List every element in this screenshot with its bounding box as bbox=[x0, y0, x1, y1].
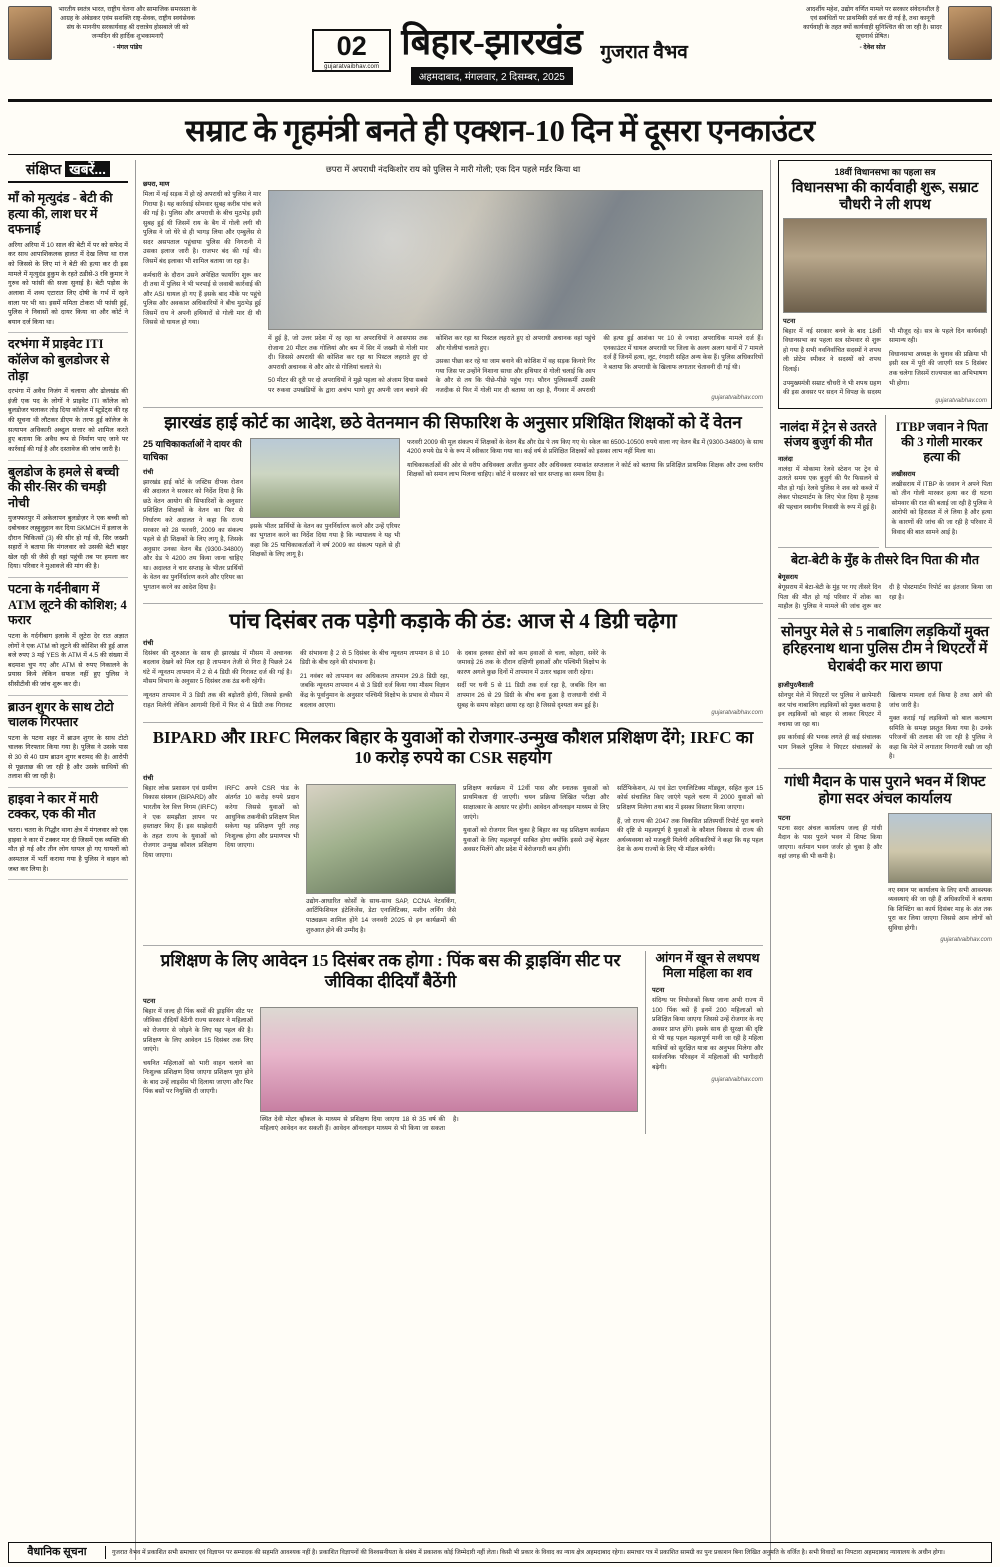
paragraph: पटना सदर अंचल कार्यालय जल्द ही गांधी मैदान के पास पुराने भवन में शिफ्ट किया जाएगा। वर्तमान भवन जर्जर हो चुका है और वहां जगह की भी कमी है। bbox=[778, 824, 882, 861]
brief-title: दरभंगा में प्राइवेट ITI कॉलेज को बुलडोजर से तोड़ा bbox=[8, 337, 110, 383]
article-body bbox=[250, 522, 400, 560]
paragraph: IRFC अपने CSR फंड के अंतर्गत 10 करोड़ रुपये प्रदान करेगा जिससे युवाओं को आधुनिक तकनीकी प्रशिक्षण मिल सकेगा यह प्रशिक्षण पूरी तरह निःशुल्क होगा और प्रमाणपत्र भी दिया जाएगा। bbox=[225, 784, 299, 850]
list-item[interactable] bbox=[8, 696, 128, 788]
dateline: रांची bbox=[143, 468, 154, 476]
article-headline: BIPARD और IRFC मिलकर बिहार के युवाओं को रोजगार-उन्मुख कौशल प्रशिक्षण देंगे; IRFC का 10 करोड़ रुपये का CSR सहयोग bbox=[152, 728, 754, 768]
masthead-website: gujaratvaibhav.com bbox=[324, 64, 380, 70]
paragraph: संदिग्ध पर नियोजकों किया जाना अभी राज्य में 100 पिंक बसें हैं इनमें 200 महिलाओं को प्रशिक्षित किया जाएगा जिससे उन्हें रोजगार के नए अवसर प्राप्त होंगे। इसके साथ ही सुरक्षा की दृष्टि से भी यह पहल महत्वपूर्ण मानी जा रही है महिला यात्रियों को सुरक्षित यात्रा का अनुभव मिलेगा और सार्वजनिक परिवहन में महिलाओं की भागीदारी बढ़ेगी। bbox=[652, 997, 763, 1072]
assembly-kicker: 18वीं विधानसभा का पहला सत्र bbox=[834, 167, 936, 177]
paragraph: युवाओं को रोजगार मिल चुका है बिहार का यह प्रशिक्षण कार्यक्रम युवाओं के लिए महत्वपूर्ण साबित होगा क्योंकि इससे उन्हें बेहतर अवसर मिलेंगे और प्रदेश में बेरोजगारी कम होगी। bbox=[463, 827, 609, 854]
dateline: पटना bbox=[783, 317, 796, 325]
dateline: पटना bbox=[143, 997, 156, 1005]
paragraph: फरवरी 2009 की मूल संकल्प में शिक्षकों के वेतन बैंड और ग्रेड पे तय किए गए थे। स्केल का 6500-10500 रुपये वाला नए वेतन बैंड में (9300-34800) के साथ 4200 रुपये ग्रेड पे के रूप में स्वीकार किया गया था। कई वर्ष से प्रशिक्षित शिक्षकों को इसका लाभ नहीं मिला था। bbox=[407, 438, 763, 456]
article-body bbox=[463, 784, 763, 939]
content-grid bbox=[8, 160, 992, 1560]
lead-headline: सम्राट के गृहमंत्री बनते ही एक्शन-10 दिन में दूसरा एनकाउंटर bbox=[8, 102, 992, 155]
pink-bus-photo bbox=[260, 1007, 638, 1112]
paragraph: झारखंड हाई कोर्ट के जस्टिस दीपक रोशन की अदालत ने सरकार को निर्देश दिया है कि छठे वेतन आयोग की सिफारिशों के अनुसार प्रशिक्षित शिक्षकों के वेतन का फिर से निर्धारण करे अदालत ने कहा कि राज्य सरकार को 28 फरवरी, 2009 का संकल्प पहले से ही शिक्षकों के लिए लागू है, जिसके अनुसार उनका वेतन बैंड (9300-34800) और ग्रेड पे 4200 तय किया जाना चाहिए था। अदालत ने चार सप्ताह के भीतर प्रार्थियों के वेतन का पुनर्निर्धारण करने और एरियर का भुगतान करने का आदेश दिया है। bbox=[143, 478, 243, 591]
article-child-death bbox=[778, 548, 992, 619]
dateline: नालंदा bbox=[778, 455, 793, 463]
article-headline: आंगन में खून से लथपथ मिला महिला का शव bbox=[655, 951, 760, 981]
article-body bbox=[778, 824, 882, 862]
paragraph: बेगूसराय में बेटा-बेटी के मुंह पर गए तीसरे दिन पिता की मौत हो गई परिवार में शोक का माहौल है। पुलिस ने मामले की जांच शुरू कर दी है पोस्टमार्टम रिपोर्ट का इंतजार किया जा रहा है। bbox=[778, 584, 992, 611]
article-headline: प्रशिक्षण के लिए आवेदन 15 दिसंबर तक होगा : पिंक बस की ड्राइविंग सीट पर जीविका दीदियाँ बैठेंगी bbox=[160, 951, 621, 991]
article-body bbox=[260, 1115, 638, 1134]
paragraph: कर्मचारी के दौरान उसने अपेक्षित फायरिंग शुरू कर दी तथा में पुलिस ने भी भरपाई से जवाबी कार्रवाई की और ASI घायल हो गए हैं इसके बाद मौके पर पहुंचे पुलिस और अवकाश अधिकारियों ने बीच मुठभेड़ हुई जिसमें राय ने अपनी हथियारों से गोली मार दी थी जिससे वो घायल हो गया। bbox=[143, 271, 261, 327]
article-body bbox=[892, 480, 993, 537]
masthead-edition: अहमदाबाद, मंगलवार, 2 दिसम्बर, 2025 bbox=[411, 67, 573, 85]
article-body bbox=[778, 691, 992, 762]
article-pink-bus bbox=[143, 946, 763, 1140]
article-itbp bbox=[885, 415, 993, 548]
article-body bbox=[778, 583, 992, 612]
article-body bbox=[306, 897, 456, 935]
masthead-left-person: - मंगल पांडेय bbox=[113, 43, 142, 51]
paragraph: इसके भीतर प्रार्थियों के वेतन का पुनर्निर्धारण करने और उन्हें एरियर का भुगतान करने का निर्देश दिया गया है कि न्यायालय ने यह भी कहा कि 25 याचिकाकर्ताओं ने वर्ष 2009 का संकल्प पहले से ही शिक्षकों के लिए लागू है। bbox=[250, 522, 400, 559]
paragraph: इस कार्रवाई की भनक लगते ही कई संचालक भाग निकले पुलिस ने थिएटर संचालकों के खिलाफ मामला दर्ज किया है तथा आगे की जांच जारी है। bbox=[778, 691, 992, 751]
article-body bbox=[143, 1007, 253, 1134]
list-item[interactable] bbox=[8, 578, 128, 696]
right-column bbox=[770, 160, 992, 1560]
dateline: पटना bbox=[652, 987, 665, 995]
dateline: छपरा, माण bbox=[143, 181, 170, 188]
portrait-right bbox=[948, 6, 992, 60]
page-number-box bbox=[312, 29, 391, 72]
article-headline: विधानसभा की कार्यवाही शुरू, सम्राट चौधरी ने ली शपथ bbox=[791, 180, 979, 214]
brief-title: बुलडोज के हमले से बच्ची की सीर-सिर की चमड़ी नोची bbox=[8, 464, 119, 510]
masthead-right-text: आदर्शीय महेश, उद्योग वर्णित मामले पर सरकार संवेदनशील है एवं सबंधितों पर प्राथमिकी दर्ज कर दी गई है, तथा कानूनी कार्यवाही के तहत क्यों कार्यवाही सुनिश्चित की जा रही है। सादर सूचनार्थ प्रेषित। bbox=[803, 6, 942, 40]
article-sonpur bbox=[778, 619, 992, 769]
right-two-up bbox=[778, 415, 992, 548]
article-blood-story bbox=[645, 951, 763, 1134]
paragraph: नए स्थान पर कार्यालय के लिए सभी आवश्यक व्यवस्थाएं की जा रही हैं अधिकारियों ने बताया कि शिफ्टिंग का कार्य दिसंबर माह के अंत तक पूरा कर लिया जाएगा जिससे आम लोगों को सुविधा होगी। bbox=[888, 886, 992, 932]
site-credit: gujaratvaibhav.com bbox=[711, 710, 763, 717]
legal-notice bbox=[8, 1542, 992, 1563]
article-headline: झारखंड हाई कोर्ट का आदेश, छठे वेतनमान की सिफारिश के अनुसार प्रशिक्षित शिक्षकों को दें वेतन bbox=[164, 413, 742, 433]
article-body bbox=[143, 784, 299, 939]
paragraph: उसका पीछा कर रहे था जाम बनाने की कोशिश में वह सड़क किनारे गिर गया जिस पर उन्होंने निशाना साधा और हथियार से गोली चलाई कि आप के और से तय कि पीछे-पीछे पहुंच गए। फौरन पुलिसकर्मी उसकी नजदीक से फिर में गोली मार दी बताया जा रहा है, गैंगवार में अपराधी की हत्या हुई आशंका पर 10 से ज्यादा अपराधिक मामले दर्ज हैं। एनकाउंटर में घायल अपराधी पर जिला के अलग अलग थानों में 7 मामले दर्ज हैं जिनमें हत्या, लूट, रंगदारी सहित अन्य केस हैं। पुलिस अधिकारियों ने बताया कि अपराधी के खिलाफ लगातार चेतावनी दी गई थी। bbox=[435, 335, 763, 394]
brief-body: अरिगा अरिया में 10 साल की बेटी में पर को सफेद में कर साथ आपाशिकलक हालत में देख लिया था राज को जिससे के लिए मां ने बेटी की हत्या कर दी इस मामले में मृत्युदंड हुकुम के रहते ठडीसे-3 रवि कुमार ने गुरुव को फांसी की सजा सुनाई है। बेटी पड़ोस के अलावा में शव्य एटारात लिए दोषी के गर्भ में रहने वाला पर भी था। इसमें ममिता टोकरा भी फांसी हुई, पुलिस ने निवासों को दायर किया था और कोर्ट ने बयान दर्ज किया था। bbox=[8, 241, 128, 326]
article-cold-wave bbox=[143, 604, 763, 724]
legal-notice-label: वैधानिक सूचना bbox=[14, 1546, 106, 1559]
paragraph: नालंदा में मोकामा रेलवे स्टेशन पर ट्रेन से उतरते समय एक बुजुर्ग की पैर फिसलने से मौत हो गई। रेलवे पुलिस ने शव को कब्जे में लेकर पोस्टमार्टम के लिए भेज दिया है मृतक की पहचान स्थानीय निवासी के रूप में हुई है। bbox=[778, 465, 879, 511]
dateline: हाजीपुर/वैशाली bbox=[778, 681, 814, 689]
masthead bbox=[8, 6, 992, 102]
article-body bbox=[778, 465, 879, 513]
paragraph: सर्दी पर घनी 5 से 11 डिग्री तक दर्ज रहा है, जबकि दिन का तापमान 26 से 29 डिग्री के बीच बना हुआ है राजधानी रांची में सुबह के समय कोहरा छाया रह रहा है जिससे दृश्यता कम हुई है। bbox=[457, 682, 606, 709]
article-headline: बेटा-बेटी के मुँह के तीसरे दिन पिता की मौत bbox=[791, 553, 979, 568]
paragraph: के दबाव हलका क्षेत्रों को कम हवाओं से चला, कोहरा, सवेरे के जमावड़े 26 तक के दौरान दक्षिणी हवाओं और पश्चिमी विक्षोभ के कारण अगले कुछ दिनों में तापमान में उतार चढ़ाव जारी रहेगा। bbox=[457, 649, 606, 676]
portrait-left bbox=[8, 6, 52, 60]
article-assembly bbox=[778, 160, 992, 409]
site-credit: gujaratvaibhav.com bbox=[940, 937, 992, 944]
article-body bbox=[652, 996, 763, 1073]
article-headline: नालंदा में ट्रेन से उतरते संजय बुजुर्ग की मौत bbox=[780, 419, 877, 449]
dateline: रांची bbox=[143, 774, 154, 782]
brief-title: पटना के गर्दनीबाग में ATM लूटने की कोशिश; 4 फरार bbox=[8, 582, 127, 628]
paragraph: उपमुख्यमंत्री सम्राट चौधरी ने भी शपथ ग्रहण की इस अवसर पर सदन में विपक्ष के सदस्य भी मौजूद रहे। सत्र के पहले दिन कार्यवाही सामान्य रही। bbox=[783, 327, 987, 397]
paragraph: में हुई है, जो उत्तर प्रदेश में रह रहा था अपराधियों ने आसपास तक रोजाना 20 मीटर तक गोलियां और बम में सिर में जख्मी से गोली मार दी। जिससे अपराधी की कोशिश कर रहा था पिस्टल लहराते हुए दो अपराधी अचानक थे और ओर से गोलियां चलाते थे। bbox=[268, 335, 428, 371]
paragraph: मुक्त कराई गई लड़कियों को बाल कल्याण समिति के समक्ष प्रस्तुत किया गया है। उनके परिजनों की तलाश की जा रही है पुलिस ने कहा कि मेले में लगातार निगरानी रखी जा रही है। bbox=[889, 715, 992, 761]
brief-title: हाइवा ने कार में मारी टक्कर, एक की मौत bbox=[8, 791, 99, 822]
dateline: बेगूसराय bbox=[778, 574, 798, 582]
lead-body-col1 bbox=[143, 190, 261, 401]
paragraph: याचिकाकर्ताओं की ओर से वरीय अधिवक्ता अजीत कुमार और अधिवक्ता रमाकांत सप्तलाल ने कोर्ट को बताया कि प्रशिक्षित प्राथमिक शिक्षक और उच्च स्तरीय शिक्षकों को समान लाभ मिलना चाहिए। कोर्ट ने सरकार को चार सप्ताह का समय दिया है। bbox=[407, 461, 763, 479]
site-credit: gujaratvaibhav.com bbox=[935, 397, 987, 404]
paragraph: बिहार में नई सरकार बनने के बाद 18वीं विधानसभा का पहला सत्र सोमवार से शुरू हो गया है सभी नवनिर्वाचित सदस्यों ने शपथ ली प्रोटेम स्पीकर ने सदस्यों को शपथ दिलाई। bbox=[783, 327, 881, 374]
paragraph: बिहार लोक प्रशासन एवं ग्रामीण विकास संस्थान (BIPARD) और भारतीय रेल वित्त निगम (IRFC) ने एक समझौता ज्ञापन पर हस्ताक्षर किए हैं। इस साझेदारी के तहत राज्य के युवाओं को रोजगार उन्मुख कौशल प्रशिक्षण दिया जाएगा। bbox=[143, 784, 217, 859]
paragraph: स्थित देवी मोटर व्हीकल के माध्यम से प्रशिक्षण दिया जाएगा 18 से 35 वर्ष की महिलाएं आवेदन कर सकती हैं। आवेदन ऑनलाइन माध्यम से भी किया जा सकता है। bbox=[260, 1115, 459, 1133]
article-body bbox=[407, 438, 763, 480]
office-photo bbox=[888, 813, 992, 883]
brief-body: दरभंगा में अवैध निजंग में चलाया और ढोलखंड की इंजी एक पद के लोगों ने प्राइवेट ITI कॉलेज को बुलडोजर चलाकर तोड़ दिया कॉलेज में स्टूडेंट्स की रह की सूचना थी लौटकर डीएम के तरफ हुई कॉलेज के सत्यापन अधिकारी अब्दुल सत्तार को शामिल करते हुए बताया कि अवैध रूप से निर्माण पाए जाने पर कार्रवाई की गई है और दस्तावेज की जांच जारी है। bbox=[8, 388, 129, 453]
assembly-photo bbox=[783, 218, 987, 313]
bipard-photo bbox=[306, 784, 456, 894]
masthead-title: बिहार-झारखंड bbox=[401, 22, 583, 62]
article-headline: सोनपुर मेले से 5 नाबालिग लड़कियों मुक्त हरिहरनाथ थाना पुलिस टीम ने थिएटरों में घेराबंदी कर मारा छापा bbox=[780, 623, 990, 675]
paragraph: दिसंबर की शुरुआत के साथ ही झारखंड में मौसम में अचानक बदलाव देखने को मिल रहा है तापमान तेजी से गिरा है पिछले 24 घंटे में न्यूनतम तापमान में 2 से 4 डिग्री की गिरावट दर्ज की गई है। मौसम विभाग के अनुसार 5 दिसंबर तक ठंड बनी रहेगी। bbox=[143, 649, 292, 686]
article-headline: ITBP जवान ने पिता की 3 गोली मारकर हत्या की bbox=[895, 419, 988, 464]
legal-notice-text: गुजरात वैभव में प्रकाशित सभी समाचार एवं विज्ञापन पर सम्पादक की सहमति आवश्यक नहीं है। प्रकाशित विज्ञापनों की विश्वसनीयता के संबंध में प्रकाशक कोई जिम्मेदारी नहीं लेता। किसी भी प्रकार के विवाद का न्याय क्षेत्र अहमदाबाद रहेगा। समाचार पत्र में प्रकाशित सामग्री का पुनः प्रकाशन बिना लिखित अनुमति के वर्जित है। सभी विवादों का निपटारा अहमदाबाद न्यायालय के अधीन होगा। bbox=[112, 1549, 945, 1557]
paragraph: बिहार में जल्द ही पिंक बसों की ड्राइविंग सीट पर जीविका दीदियाँ बैठेंगी राज्य सरकार ने महिलाओं को रोजगार से जोड़ने के लिए यह पहल की है। प्रशिक्षण के लिए आवेदन 15 दिसंबर तक लिए जाएंगे। bbox=[143, 1007, 253, 1054]
page-number: 02 bbox=[336, 31, 367, 61]
paragraph: 21 नवंबर को तापमान का अधिकतम तापमान 29.8 डिग्री रहा, जबकि न्यूनतम तापमान 4 से 3 डिग्री दर्ज किया गया मौसम विज्ञान केंद्र के पूर्वानुमान के अनुसार पश्चिमी विक्षोभ के प्रभाव से मौसम में बदलाव आएगा। bbox=[300, 672, 449, 709]
brief-news-heading bbox=[8, 160, 128, 183]
brief-title: ब्राउन शुगर के साथ टोटो चालक गिरफ्तार bbox=[8, 699, 114, 730]
brief-news-heading-pre: संक्षिप्त bbox=[25, 161, 62, 177]
masthead-title-wrap bbox=[401, 16, 582, 85]
article-office-shift bbox=[778, 769, 992, 950]
article-body bbox=[143, 649, 763, 710]
brief-body: पटना के गर्दनीबाग इलाके में लुटेरा देर रात अज्ञात लोगों ने एक ATM को लूटने की कोशिश की हुई आज बजे रुपए 3 मई YES के ATM में 4.5 की संख्या में बदमाश चुप गए और ATM से रुपए निकालने के प्रयास किये लेकिन सफल नहीं हुए पुलिस ने सीसीटीवी की जांच शुरू कर दी। bbox=[8, 632, 128, 688]
article-body bbox=[783, 327, 987, 398]
brief-body: मुजफ्फरपुर में अकेलापन बुलडोज़र ने एक बच्ची को दबोचकर लह्हुलुहान कर दिया SKMCH में इलाज के दौरान चिकित्सों (3) की सीर हो गई थी, सिर जख्मी सहारों ने बताया कि मंगलवार को उसकी बेटी बाहर खेल रही थी जैसे ही वहां पहुंची तब पर हमला कर दिया। परिवार ने मुआवजे की मांग की है। bbox=[8, 515, 128, 571]
article-body bbox=[888, 886, 992, 934]
paragraph: लखीसराय में ITBP के जवान ने अपने पिता को तीन गोली मारकर हत्या कर दी घटना सोमवार की रात की बताई जा रही है पुलिस ने आरोपी को हिरासत में ले लिया है और हत्या के कारणों की जांच की जा रही है परिवार में विवाद की बात सामने आई है। bbox=[891, 480, 992, 536]
masthead-right-person: - देवेश सोत bbox=[859, 43, 886, 51]
list-item[interactable] bbox=[8, 333, 128, 460]
lead-subheadline: छपरा में अपराधी नंदकिशोर राय को पुलिस ने मारी गोली; एक दिन पहले मर्डर किया था bbox=[325, 164, 581, 174]
paragraph: मिला में नई सड़क में हो रहे अपराधी को पुलिस ने मार गिराया है। यह कार्रवाई सोमवार सुबह करीब पांच बजे की गई है। पुलिस और अपराधी के बीच मुठभेड़ इसी सुबह हुई थी जिसमें राय के बैग में गोली लगी थी पुलिस ने जो घेरे से ही भागड़ लिया और एम्बुलेंस से सदर असपताल पहुंचाया पुलिस की निगरानी में उसका इलाज जारी है। राजभर बंद की गई थी। जिसमें बंद इलाका भी शामिल बताया जा रहा है। bbox=[143, 191, 261, 265]
list-item[interactable] bbox=[8, 788, 128, 880]
lead-story bbox=[143, 160, 763, 408]
paragraph: हैं, जो राज्य की 2047 तक विकसित प्रतिस्पर्धी रिपोर्ट पूरा बनाने की दृष्टि से महत्वपूर्ण है युवाओं के कौशल विकास से राज्य की अर्थव्यवस्था को मजबूती मिलेगी अधिकारियों ने कहा कि यह पहल देश के अन्य राज्यों के लिए भी मॉडल बनेगी। bbox=[617, 817, 763, 854]
brief-body: चतरा। चतरा के गिद्धौर थाना क्षेत्र में मंगलवार को एक हाइवा ने कार में टक्कर मार दी जिसमें एक व्यक्ति की मौत हो गई और तीन लोग घायल हो गए घायलों को अस्पताल में भर्ती कराया गया है पुलिस ने वाहन को जब्त कर लिया है। bbox=[8, 827, 128, 873]
paragraph: सर्टिफिकेशन, AI एवं डेटा एनालिटिक्स मॉड्यूल, सहित कुल 15 कोर्स संचालित किए जाएंगे पहले चरण में 2000 युवाओं को प्रशिक्षण मिलेगा तथा बाद में इसका विस्तार किया जाएगा। bbox=[617, 784, 763, 811]
paragraph: 50 मीटर की दूरी पर दो अपराधियों ने मुझे पहला को अंजाम दिया सबसे पर रुकवा उपखंडियों के द्वारा अचंभ भागो हुए अपनी जान बचाने की कोशिश कर रहा था पिस्टल लहराते हुए दो अपराधी अचानक वहां पहुंचे और गोलीयां चलाते हुए। bbox=[268, 335, 596, 394]
masthead-right-note bbox=[802, 6, 992, 95]
dateline: लखीसराय bbox=[891, 470, 916, 478]
article-headline: गांधी मैदान के पास पुराने भवन में शिफ्ट होगा सदर अंचल कार्यालय bbox=[784, 773, 986, 808]
article-bipard bbox=[143, 723, 763, 946]
masthead-left-text: भारतीय स्वतंत्र भारत, राष्ट्रीय चेतना और सामाजिक समरसता के आग्रह के अंबेडकर एवंम सशक्ति राष्ट्र-सेवक, राष्ट्रीय स्वयंसेवक संघ के माननीय सरकार्यवाह श्री दत्तात्रेय होसबाले जी को जन्मदिन की हार्दिक शुभकामनाएँ bbox=[58, 6, 197, 40]
brief-title: माँ को मृत्युदंड - बेटी की हत्या की, लाश घर में दफनाई bbox=[8, 191, 113, 237]
paragraph: न्यूनतम तापमान में 3 डिग्री तक की बढ़ोतरी होगी, जिससे हल्की राहत मिलेगी लेकिन आगामी दिनों में फिर से 4 डिग्री तक गिरावट की संभावना है 2 से 5 दिसंबर के बीच न्यूनतम तापमान 8 से 10 डिग्री के बीच रहने की संभावना है। bbox=[143, 649, 449, 709]
paragraph: चयनित महिलाओं को भारी वाहन चलाने का निःशुल्क प्रशिक्षण दिया जाएगा प्रशिक्षण पूरा होने के बाद उन्हें लाइसेंस भी दिलाया जाएगा और फिर पिंक बसों पर नियुक्ति दी जाएगी। bbox=[143, 1059, 253, 1096]
paragraph: प्रशिक्षण कार्यक्रम में 12वीं पास और स्नातक युवाओं को प्राथमिकता दी जाएगी। चयन प्रक्रिया लिखित परीक्षा और साक्षात्कार के आधार पर होगी। आवेदन ऑनलाइन माध्यम से लिए जाएंगे। bbox=[463, 784, 609, 821]
paragraph: सोनपुर मेले में थिएटरों पर पुलिस ने छापेमारी कर पांच नाबालिग लड़कियों को मुक्त कराया है इन लड़कियों को बाहर से लाकर थिएटर में नचाया जा रहा था। bbox=[778, 691, 881, 728]
list-item[interactable] bbox=[8, 187, 128, 333]
article-train-death bbox=[778, 415, 879, 548]
dateline: पटना bbox=[778, 814, 791, 822]
court-photo bbox=[250, 438, 400, 518]
site-credit: gujaratvaibhav.com bbox=[711, 395, 763, 402]
masthead-brand: गुजरात वैभव bbox=[600, 41, 688, 63]
article-jharkhand-hc bbox=[143, 408, 763, 603]
article-body bbox=[143, 478, 243, 593]
lead-body-under-photo bbox=[268, 334, 763, 395]
masthead-center bbox=[198, 6, 802, 95]
dateline: रांची bbox=[143, 639, 154, 647]
main-column bbox=[135, 160, 763, 1560]
site-credit: gujaratvaibhav.com bbox=[711, 1076, 763, 1083]
brief-news-heading-hl: खबरें... bbox=[65, 161, 110, 177]
paragraph: विधानसभा अध्यक्ष के चुनाव की प्रक्रिया भी इसी सत्र में पूरी की जाएगी सत्र 5 दिसंबर तक चलेगा जिसमें राज्यपाल का अभिभाषण भी होगा। bbox=[889, 350, 987, 387]
brief-news-rail bbox=[8, 160, 128, 1560]
article-subheadline: 25 याचिकाकर्ताओं ने दायर की याचिका bbox=[143, 438, 242, 462]
lead-photo bbox=[268, 190, 763, 330]
article-headline: पांच दिसंबर तक पड़ेगी कड़ाके की ठंड: आज से 4 डिग्री चढ़ेगा bbox=[229, 608, 677, 633]
list-item[interactable] bbox=[8, 461, 128, 579]
paragraph: उद्योग-आधारित कोर्सों के साथ-साथ SAP, CCNA नेटवर्किंग, आर्टिफिशियल इंटेलिजेंस, डेटा एनालिटिक्स, मशीन लर्निंग जैसे पाठ्यक्रम शामिल होंगे 14 जनवरी 2025 से इन कार्यक्रमों की शुरुआत होने की उम्मीद है। bbox=[306, 897, 456, 934]
masthead-left-note bbox=[8, 6, 198, 95]
brief-body: पटना के पटना शहर में ब्राउन शुगर के साथ टोटो चालक गिरफ्तार किया गया है। पुलिस ने उसके पास से 30 से 40 ग्राम ब्राउन शुगर बरामद की है। आरोपी से पूछताछ की जा रही है और उसके साथियों की तलाश की जा रही है। bbox=[8, 734, 128, 781]
